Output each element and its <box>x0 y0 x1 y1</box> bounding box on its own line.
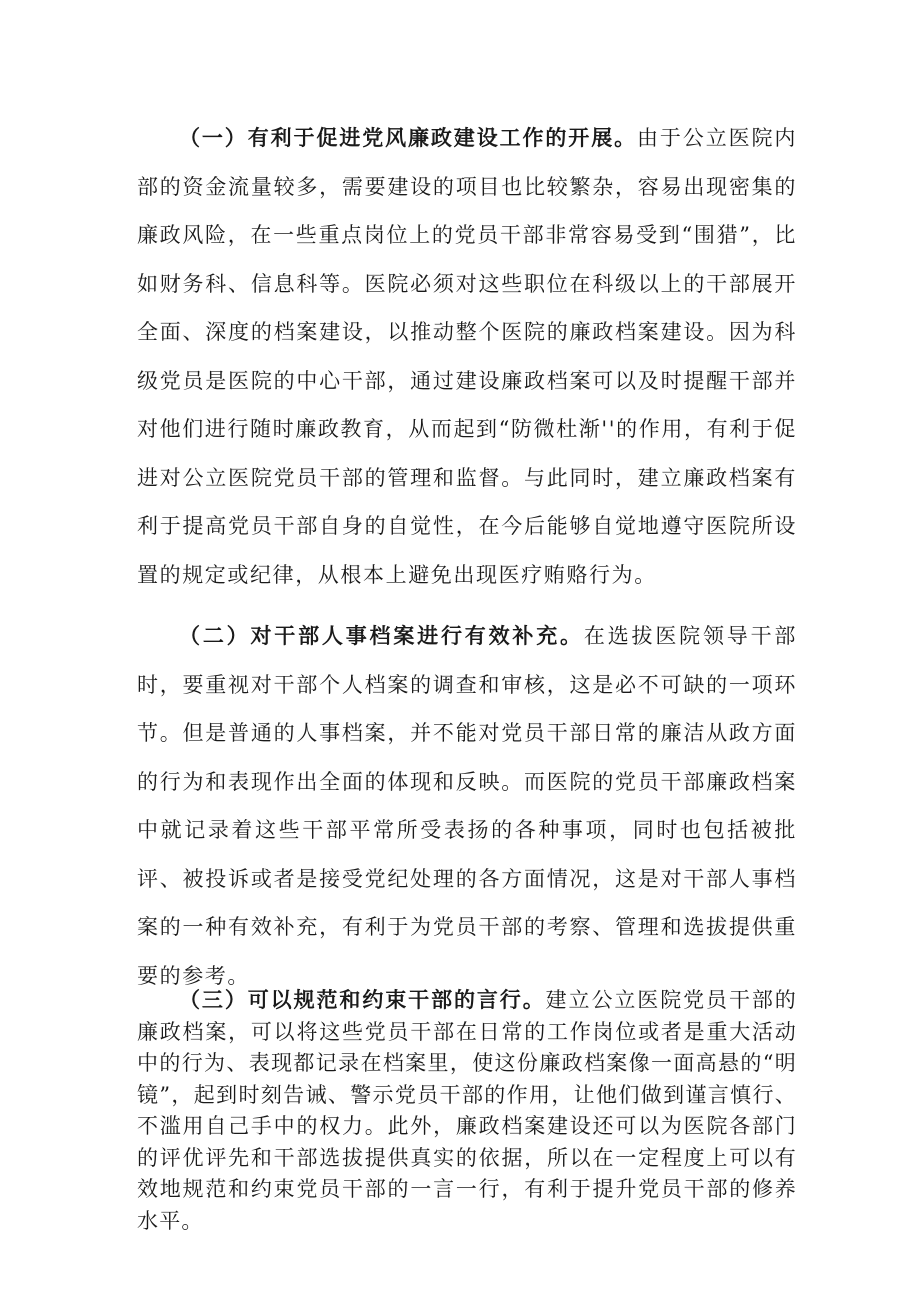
paragraph-2 <box>137 612 797 1000</box>
paragraph-3-heading: （三）可以规范和约束干部的言行。 <box>179 987 546 1012</box>
paragraph-1-heading: （一）有利于促进党风廉政建设工作的开展。 <box>179 125 637 150</box>
paragraph-1 <box>137 114 797 599</box>
paragraph-1-body: 由于公立医院内部的资金流量较多，需要建设的项目也比较繁杂，容易出现密集的廉政风险，在一些重点岗位上的党员干部非常容易受到“围猎”，比如财务科、信息科等。医院必须对这些职位在科级以上的干部展开全面、深度的档案建设，以推动整个医院的廉政档案建设。因为科级党员是医院的中心干部，通过建设廉政档案可以及时提醒干部并对他们进行随时廉政教育，从而起到“防微杜渐''的作用，有利于促进对公立医院党员干部的管理和监督。与此同时，建立廉政档案有利于提高党员干部自身的自觉性，在今后能够自觉地遵守医院所设置的规定或纪律，从根本上避免出现医疗贿赂行为。 <box>137 126 797 587</box>
paragraph-3-body: 建立公立医院党员干部的廉政档案，可以将这些党员干部在日常的工作岗位或者是重大活动中的行为、表现都记录在档案里，使这份廉政档案像一面高悬的“明镜”，起到时刻告诫、警示党员干部的作用，让他们做到谨言慎行、不滥用自己手中的权力。此外，廉政档案建设还可以为医院各部门的评优评先和干部选拔提供真实的依据，所以在一定程度上可以有效地规范和约束党员干部的一言一行，有利于提升党员干部的修养水平。 <box>137 988 797 1233</box>
paragraph-2-body: 在选拔医院领导干部时，要重视对干部个人档案的调查和审核，这是必不可缺的一项环节。但是普通的人事档案，并不能对党员干部日常的廉洁从政方面的行为和表现作出全面的体现和反映。而医院的党员干部廉政档案中就记录着这些干部平常所受表扬的各种事项，同时也包括被批评、被投诉或者是接受党纪处理的各方面情况，这是对干部人事档案的一种有效补充，有利于为党员干部的考察、管理和选拔提供重要的参考。 <box>137 624 797 988</box>
paragraph-2-heading: （二）对干部人事档案进行有效补充。 <box>179 623 584 648</box>
paragraph-3 <box>137 984 797 1237</box>
